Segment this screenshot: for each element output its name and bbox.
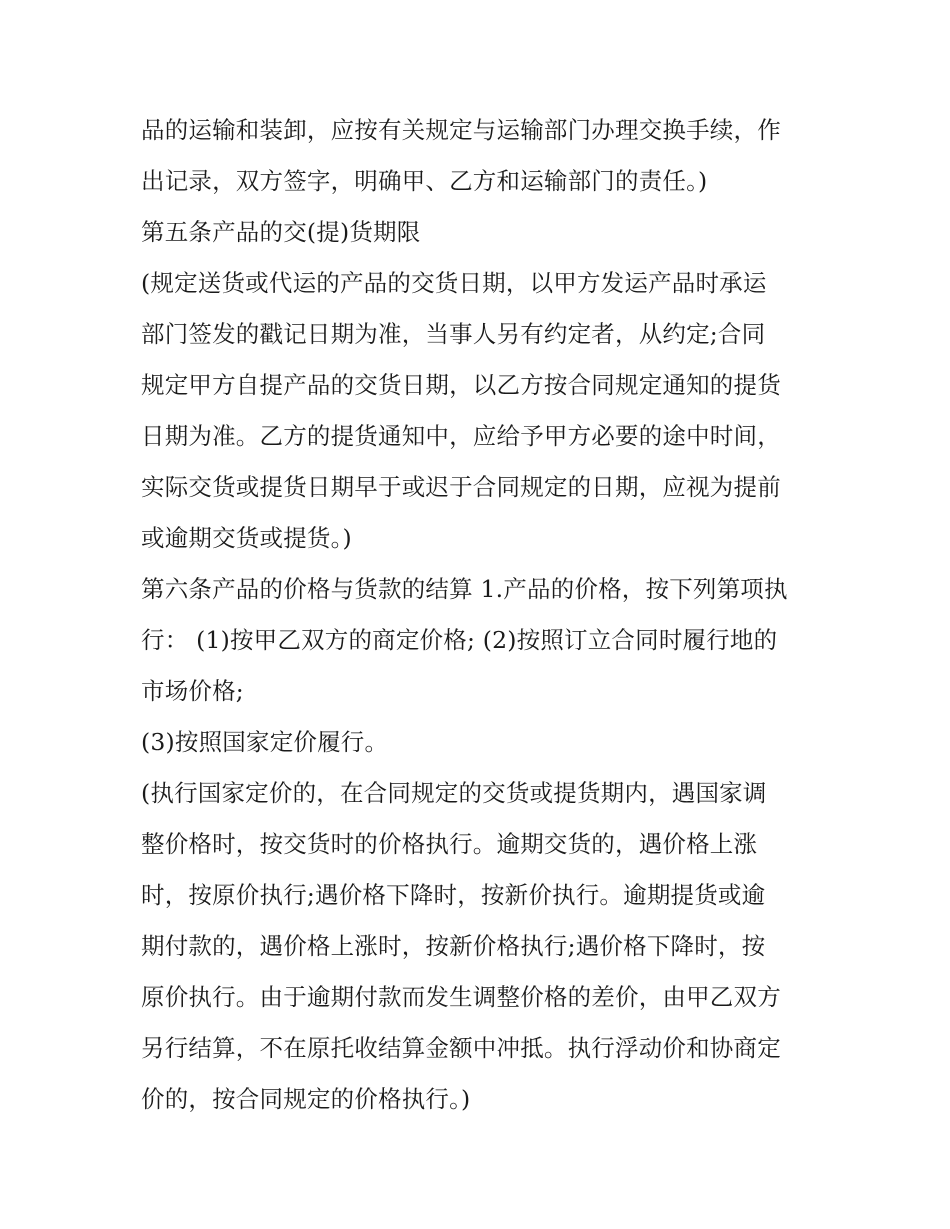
text-line: 价的，按合同规定的价格执行。) <box>141 1085 471 1113</box>
text-line: 原价执行。由于逾期付款而发生调整价格的差价，由甲乙双方 <box>141 983 781 1011</box>
text-line: 部门签发的戳记日期为准，当事人另有约定者，从约定;合同 <box>141 320 766 348</box>
text-line: (3)按照国家定价履行。 <box>141 728 389 756</box>
text-line: 时，按原价执行;遇价格下降时，按新价执行。逾期提货或逾 <box>141 881 766 909</box>
text-line: 或逾期交货或提货。) <box>141 524 352 552</box>
text-line: 期付款的，遇价格上涨时，按新价格执行;遇价格下降时，按 <box>141 932 766 960</box>
text-line: 市场价格; <box>141 677 244 705</box>
text-line: (执行国家定价的，在合同规定的交货或提货期内，遇国家调 <box>141 779 767 807</box>
text-line: 规定甲方自提产品的交货日期，以乙方按合同规定通知的提货 <box>141 371 781 399</box>
section-heading-article-5: 第五条产品的交(提)货期限 <box>141 218 421 246</box>
document-body <box>141 105 821 1125</box>
text-line: 整价格时，按交货时的价格执行。逾期交货的，遇价格上涨 <box>141 830 758 858</box>
text-line: (规定送货或代运的产品的交货日期，以甲方发运产品时承运 <box>141 269 767 297</box>
text-line: 另行结算，不在原托收结算金额中冲抵。执行浮动价和协商定 <box>141 1034 781 1062</box>
text-line: 日期为准。乙方的提货通知中，应给予甲方必要的途中时间， <box>141 422 781 450</box>
text-line: 出记录，双方签字，明确甲、乙方和运输部门的责任。) <box>141 167 708 195</box>
text-line: 行： (1)按甲乙双方的商定价格; (2)按照订立合同时履行地的 <box>141 626 778 654</box>
text-line: 品的运输和装卸，应按有关规定与运输部门办理交换手续，作 <box>141 116 781 144</box>
text-line: 实际交货或提货日期早于或迟于合同规定的日期，应视为提前 <box>141 473 781 501</box>
section-heading-article-6: 第六条产品的价格与货款的结算 1.产品的价格，按下列第项执 <box>141 575 788 603</box>
